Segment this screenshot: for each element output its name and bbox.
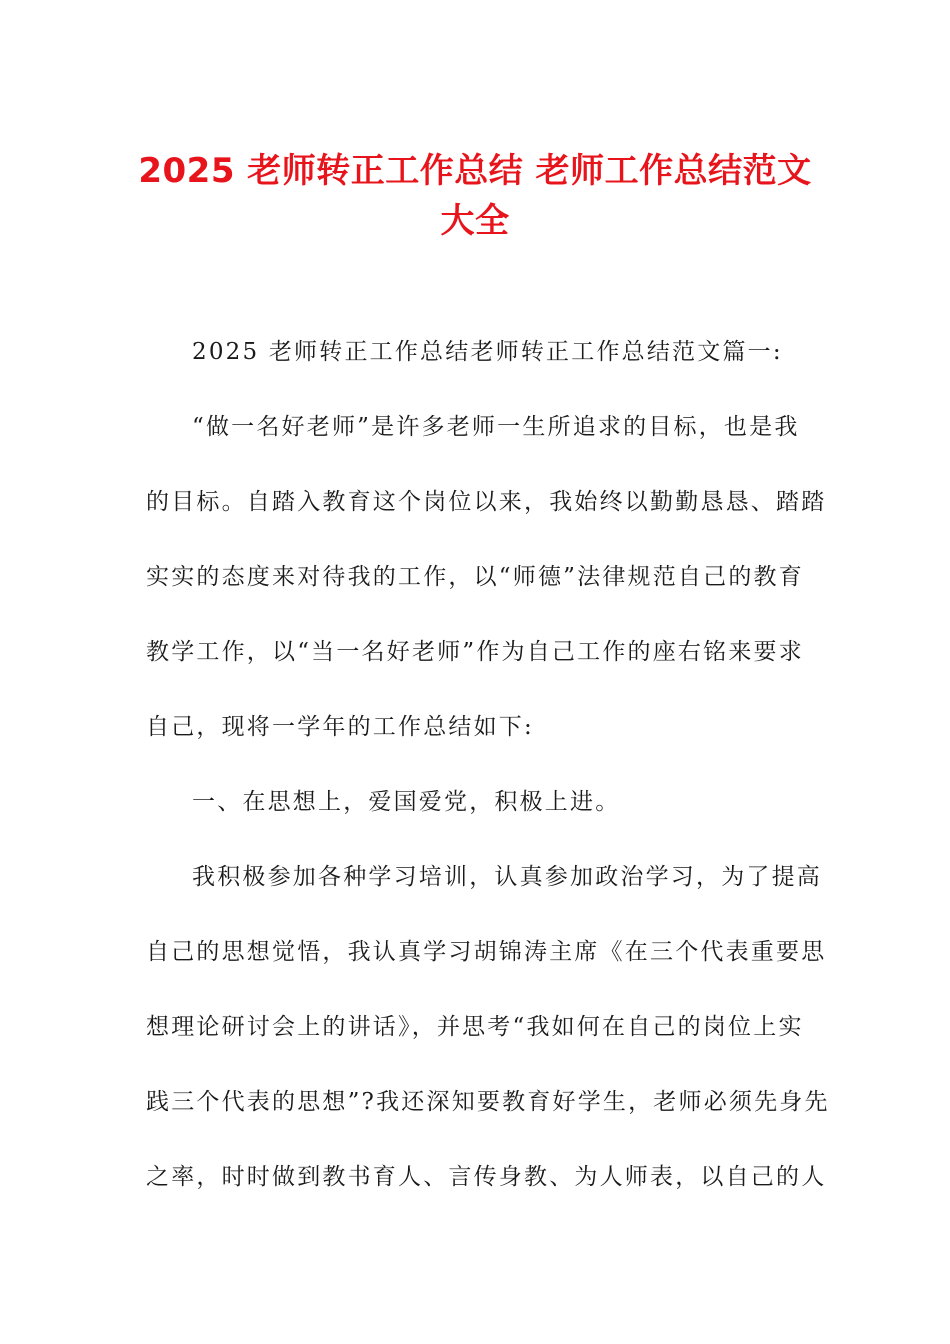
- paragraph-line: 践三个代表的思想”?我还深知要教育好学生，老师必须先身先: [146, 1089, 830, 1115]
- title-line-2: 大全: [440, 201, 510, 241]
- section-heading: 2025 老师转正工作总结老师转正工作总结范文篇一:: [192, 339, 783, 365]
- paragraph-line: 自己的思想觉悟，我认真学习胡锦涛主席《在三个代表重要思: [146, 939, 827, 965]
- paragraph-line: “做一名好老师”是许多老师一生所追求的目标，也是我: [192, 414, 800, 440]
- paragraph-line: 我积极参加各种学习培训，认真参加政治学习，为了提高: [192, 864, 822, 890]
- document-title: [100, 146, 850, 246]
- subsection-heading: 一、在思想上，爱国爱党，积极上进。: [192, 789, 621, 815]
- paragraph-line: 自己，现将一学年的工作总结如下:: [146, 714, 534, 740]
- title-line-1: 2025 老师转正工作总结 老师工作总结范文: [138, 151, 812, 191]
- paragraph-line: 之率，时时做到教书育人、言传身教、为人师表，以自己的人: [146, 1164, 827, 1190]
- paragraph-line: 的目标。自踏入教育这个岗位以来，我始终以勤勤恳恳、踏踏: [146, 489, 827, 515]
- document-body: [146, 326, 830, 1226]
- paragraph-line: 想理论研讨会上的讲话》，并思考“我如何在自己的岗位上实: [146, 1014, 804, 1040]
- paragraph-line: 教学工作，以“当一名好老师”作为自己工作的座右铭来要求: [146, 639, 804, 665]
- paragraph-line: 实实的态度来对待我的工作，以“师德”法律规范自己的教育: [146, 564, 804, 590]
